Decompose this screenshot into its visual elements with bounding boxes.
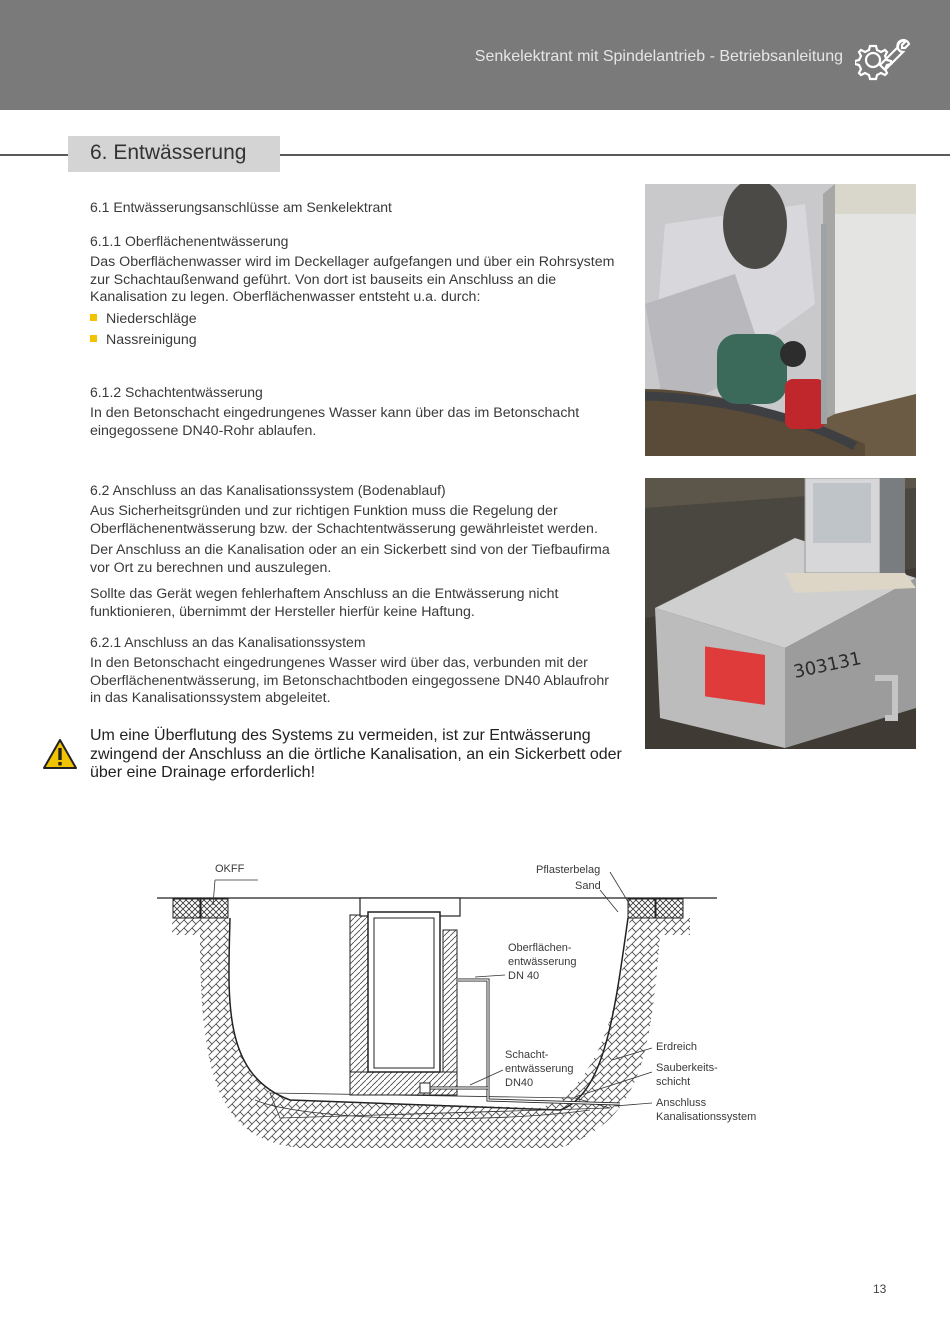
text-line: zur Schachtaußenwand geführt. Von dort ist bauseits ein Anschluss an die <box>90 271 557 288</box>
bullet-label: Nassreinigung <box>106 332 197 348</box>
paragraph-6-2-b <box>90 542 642 577</box>
cabinet <box>368 912 440 1072</box>
page-number: 13 <box>873 1282 887 1296</box>
text-line: Oberflächenentwässerung bzw. der Schachtentwässerung gewährleistet werden. <box>90 520 598 537</box>
label-sand: Sand <box>575 880 601 892</box>
heading-6-1-1: 6.1.1 Oberflächenentwässerung <box>90 233 289 249</box>
photo-workers-installing-shaft <box>645 184 916 456</box>
warning-line: über eine Drainage erforderlich! <box>90 764 316 781</box>
paragraph-6-2-c <box>90 586 642 621</box>
drainage-diagram <box>150 855 790 1155</box>
text-line: Sollte das Gerät wegen fehlerhaftem Anschluss an die Entwässerung nicht <box>90 586 559 602</box>
text-line: vor Ort zu berechnen und auszulegen. <box>90 559 332 576</box>
warning-text <box>90 727 630 783</box>
label-pflasterbelag: Pflasterbelag <box>536 864 601 876</box>
paving-block <box>656 899 683 918</box>
bullet-item <box>90 311 197 327</box>
label-anschluss-2: Kanalisationssystem <box>656 1111 757 1123</box>
text-line: Aus Sicherheitsgründen und zur richtigen Funktion muss die Regelung der <box>90 503 558 519</box>
text-line: In den Betonschacht eingedrungenes Wasser kann über das im Betonschacht <box>90 405 580 421</box>
label-oberflaeche-3: DN 40 <box>508 970 540 982</box>
label-sauberkeit-1: Sauberkeits- <box>656 1062 718 1074</box>
paragraph-6-2-a <box>90 503 642 538</box>
text-line: in das Kanalisationssystem abgeleitet. <box>90 690 331 706</box>
label-oberflaeche-2: entwässerung <box>508 956 577 968</box>
text-line: Kanalisation zu legen. Oberflächenwasser entsteht u.a. durch: <box>90 289 481 305</box>
warning-triangle-icon <box>42 738 78 770</box>
heading-6-2-1: 6.2.1 Anschluss an das Kanalisationssystem <box>90 634 366 650</box>
section-title-box <box>68 136 280 172</box>
shaft-wall-right <box>443 930 457 1095</box>
text-line: Der Anschluss an die Kanalisation oder an ein Sickerbett sind von der Tiefbaufirma <box>90 542 610 558</box>
bullet-square-icon <box>90 335 97 342</box>
photo-shaft-number: 303131 <box>791 648 864 683</box>
paragraph-6-1-2 <box>90 405 642 440</box>
text-line: In den Betonschacht eingedrungenes Wasser wird über das, verbunden mit der <box>90 655 588 671</box>
bullet-label: Niederschläge <box>106 311 197 327</box>
warning-line: zwingend der Anschluss an die örtliche Kanalisation, an ein Sickerbett oder <box>90 745 622 763</box>
text-line: Oberflächenentwässerung, im Betonschachtboden eingegossene DN40 Ablaufrohr <box>90 672 609 689</box>
label-okff: OKFF <box>215 863 245 875</box>
paving-block <box>201 899 228 918</box>
label-erdreich: Erdreich <box>656 1041 697 1053</box>
label-schacht-3: DN40 <box>505 1077 534 1089</box>
section-title: 6. Entwässerung <box>90 141 247 164</box>
text-line: funktionieren, übernimmt der Hersteller hierfür keine Haftung. <box>90 603 475 620</box>
photo-concrete-shaft-with-cabinet <box>645 478 916 749</box>
shaft-wall-left <box>350 915 370 1095</box>
label-sauberkeit-2: schicht <box>656 1076 691 1088</box>
paving-block <box>628 899 655 918</box>
paragraph-6-1-1 <box>90 254 642 307</box>
page-header <box>0 0 950 110</box>
heading-6-2: 6.2 Anschluss an das Kanalisationssystem (Bodenablauf) <box>90 482 446 498</box>
gear-wrench-icon <box>855 36 915 82</box>
paragraph-6-2-1 <box>90 655 642 708</box>
label-schacht-2: entwässerung <box>505 1063 574 1075</box>
document-title: Senkelektrant mit Spindelantrieb - Betriebsanleitung <box>474 48 843 65</box>
label-schacht-1: Schacht- <box>505 1049 549 1061</box>
text-line: eingegossene DN40-Rohr ablaufen. <box>90 422 317 439</box>
shaft-floor <box>350 1072 457 1095</box>
heading-6-1-2: 6.1.2 Schachtentwässerung <box>90 384 263 400</box>
bullet-item <box>90 332 197 348</box>
text-line: Das Oberflächenwasser wird im Deckellager aufgefangen und über ein Rohrsystem <box>90 254 615 270</box>
paving-block <box>173 899 200 918</box>
warning-line: Um eine Überflutung des Systems zu vermeiden, ist zur Entwässerung <box>90 727 591 744</box>
heading-6-1: 6.1 Entwässerungsanschlüsse am Senkelektrant <box>90 199 392 215</box>
label-anschluss-1: Anschluss <box>656 1097 707 1109</box>
bullet-square-icon <box>90 314 97 321</box>
label-oberflaeche-1: Oberflächen- <box>508 942 572 954</box>
